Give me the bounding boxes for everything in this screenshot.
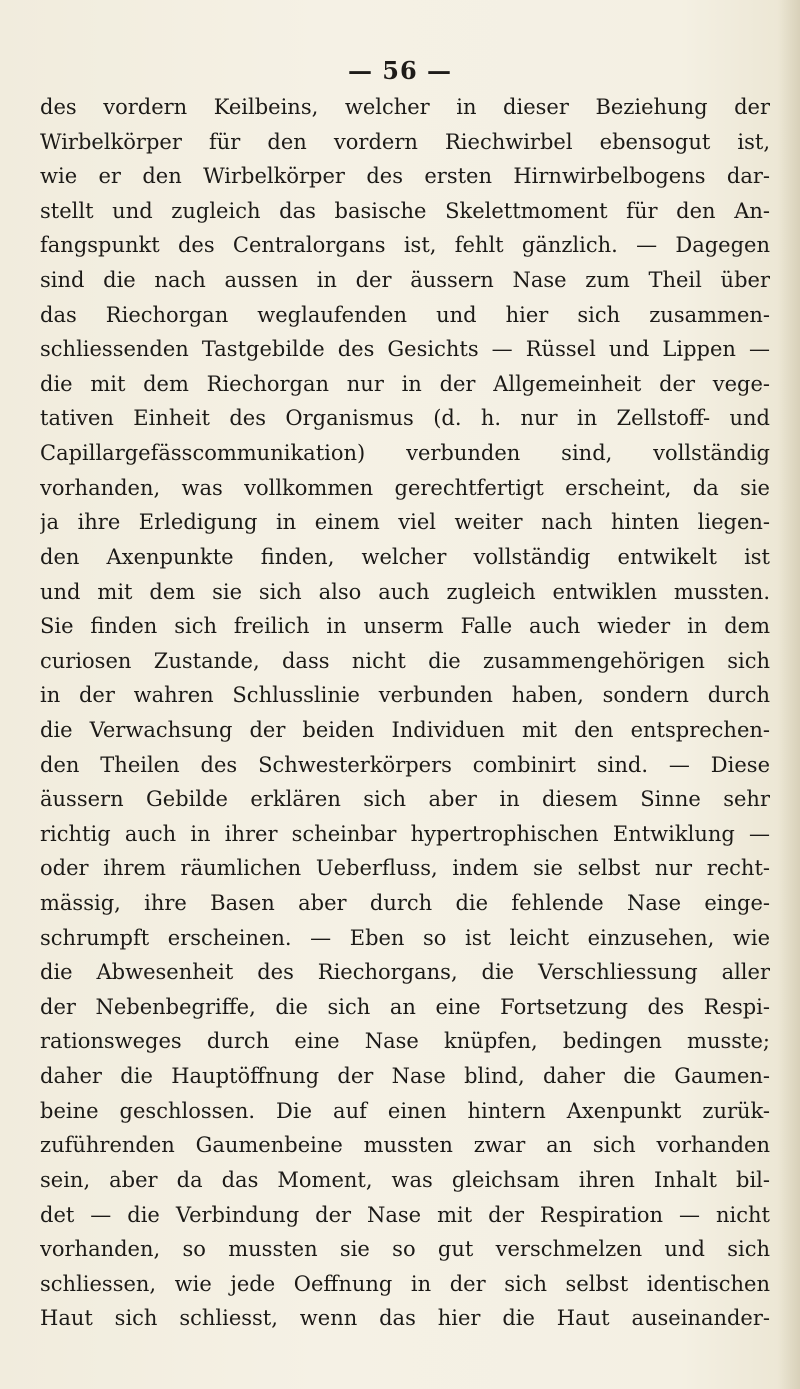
- text-line: den Theilen des Schwesterkörpers combinirt sind. — Diese: [40, 752, 770, 777]
- text-line: Sie finden sich freilich in unserm Falle auch wieder in dem: [40, 614, 770, 639]
- text-line: daher die Hauptöffnung der Nase blind, daher die Gaumen-: [40, 1064, 770, 1089]
- text-line: und mit dem sie sich also auch zugleich entwiklen mussten.: [40, 579, 770, 604]
- text-line: zuführenden Gaumenbeine mussten zwar an sich vorhanden: [40, 1133, 770, 1158]
- text-line: stellt und zugleich das basische Skelettmoment für den An-: [40, 198, 770, 223]
- text-line: rationsweges durch eine Nase knüpfen, bedingen musste;: [40, 1029, 770, 1054]
- text-line: fangspunkt des Centralorgans ist, fehlt gänzlich. — Dagegen: [40, 233, 770, 258]
- text-line: schrumpft erscheinen. — Eben so ist leicht einzusehen, wie: [40, 925, 770, 950]
- text-line: die Abwesenheit des Riechorgans, die Verschliessung aller: [40, 960, 770, 985]
- text-line: der Nebenbegriffe, die sich an eine Fortsetzung des Respi-: [40, 994, 770, 1019]
- text-line: det — die Verbindung der Nase mit der Respiration — nicht: [40, 1202, 770, 1227]
- text-line: schliessenden Tastgebilde des Gesichts — Rüssel und Lippen —: [40, 337, 770, 362]
- text-line: sind die nach aussen in der äussern Nase zum Theil über: [40, 268, 770, 293]
- text-line: Capillargefässcommunikation) verbunden sind, vollständig: [40, 441, 770, 466]
- text-line: die mit dem Riechorgan nur in der Allgemeinheit der vege-: [40, 371, 770, 396]
- text-line: tativen Einheit des Organismus (d. h. nur in Zellstoff- und: [40, 406, 770, 431]
- text-line: vorhanden, so mussten sie so gut verschmelzen und sich: [40, 1237, 770, 1262]
- text-line: curiosen Zustande, dass nicht die zusammengehörigen sich: [40, 648, 770, 673]
- text-line: richtig auch in ihrer scheinbar hypertrophischen Entwiklung —: [40, 821, 770, 846]
- text-line: beine geschlossen. Die auf einen hintern Axenpunkt zurük-: [40, 1098, 770, 1123]
- page-number: — 56 —: [347, 56, 453, 85]
- text-line: Haut sich schliesst, wenn das hier die Haut auseinander-: [40, 1306, 770, 1331]
- body-text: [40, 90, 770, 1336]
- text-line: äussern Gebilde erklären sich aber in diesem Sinne sehr: [40, 787, 770, 812]
- text-line: den Axenpunkte finden, welcher vollständig entwikelt ist: [40, 544, 770, 569]
- page-edge-shadow: [778, 0, 800, 1389]
- text-line: vorhanden, was vollkommen gerechtfertigt erscheint, da sie: [40, 475, 770, 500]
- text-line: des vordern Keilbeins, welcher in dieser Beziehung der: [40, 95, 770, 119]
- text-line: mässig, ihre Basen aber durch die fehlende Nase einge-: [40, 891, 770, 916]
- text-line: ja ihre Erledigung in einem viel weiter nach hinten liegen-: [40, 510, 770, 535]
- text-line: die Verwachsung der beiden Individuen mit den entsprechen-: [40, 717, 770, 742]
- text-line: schliessen, wie jede Oeffnung in der sich selbst identischen: [40, 1271, 770, 1296]
- text-line: wie er den Wirbelkörper des ersten Hirnwirbelbogens dar-: [40, 164, 770, 189]
- text-line: sein, aber da das Moment, was gleichsam ihren Inhalt bil-: [40, 1167, 770, 1192]
- text-line: in der wahren Schlusslinie verbunden haben, sondern durch: [40, 683, 770, 708]
- text-line: Wirbelkörper für den vordern Riechwirbel ebensogut ist,: [40, 129, 770, 154]
- text-line: oder ihrem räumlichen Ueberfluss, indem sie selbst nur recht-: [40, 856, 770, 881]
- text-line: das Riechorgan weglaufenden und hier sich zusammen-: [40, 302, 770, 327]
